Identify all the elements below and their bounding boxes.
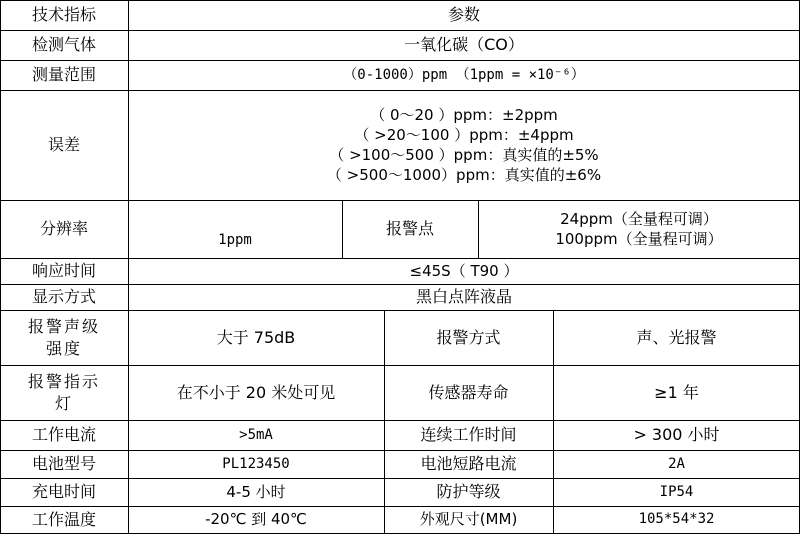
alarm-point-line: 24ppm（全量程可调） [560,209,718,228]
continuous-value: > 300 小时 [633,425,720,445]
continuous-label: 连续工作时间 [420,425,517,445]
gas-value: 一氧化碳（CO） [404,35,524,55]
sound-value: 大于 75dB [216,327,296,347]
dimensions-label: 外观尺寸(MM) [419,510,518,529]
indicator-value: 在不小于 20 米处可见 [176,382,336,402]
error-label: 误差 [47,135,80,155]
display-label: 显示方式 [31,287,96,307]
sensor-life-label: 传感器寿命 [428,382,509,402]
charge-label: 充电时间 [31,482,96,502]
alarm-point-line: 100ppm（全量程可调） [555,230,723,248]
error-line: （ >500～1000）ppm：真实值的±6% [326,166,602,185]
display-value: 黑白点阵液晶 [415,287,512,307]
dimensions-value: 105*54*32 [638,511,715,528]
protection-value: IP54 [659,483,694,500]
range-label: 测量范围 [31,65,96,85]
gas-label: 检测气体 [31,35,96,55]
error-line: （ >100～500 ）ppm：真实值的±5% [329,146,599,164]
error-line: （ 0～20 ）ppm：±2ppm [370,105,558,124]
alarm-mode-label: 报警方式 [436,327,501,347]
alarm-point-label: 报警点 [385,219,434,239]
response-label: 响应时间 [31,261,96,281]
short-current-value: 2A [668,455,685,472]
charge-value: 4-5 小时 [226,482,286,501]
current-label: 工作电流 [31,425,96,445]
alarm-mode-value: 声、光报警 [636,327,717,347]
alarm-point-values [478,200,800,258]
range-value: （0-1000）ppm （1ppm = ×10⁻⁶） [343,66,585,83]
temperature-label: 工作温度 [31,509,96,529]
sensor-life-value: ≥1 年 [654,382,699,402]
indicator-label: 报警指示灯 [27,371,100,413]
resolution-value: 1ppm [218,231,252,248]
battery-value: PL123450 [222,455,290,472]
temperature-value: -20℃ 到 40℃ [205,510,307,529]
short-current-label: 电池短路电流 [420,454,517,474]
header-param-label: 技术指标 [31,5,96,25]
battery-label: 电池型号 [31,454,96,474]
protection-label: 防护等级 [436,482,501,502]
error-line: （ >20～100 ）ppm：±4ppm [354,125,574,144]
resolution-label: 分辨率 [39,219,88,239]
header-value-label: 参数 [447,5,480,25]
error-values [128,90,800,200]
sound-label: 报警声级强度 [27,316,100,358]
response-value: ≤45S（ T90 ） [409,261,519,280]
current-value: >5mA [239,426,273,443]
